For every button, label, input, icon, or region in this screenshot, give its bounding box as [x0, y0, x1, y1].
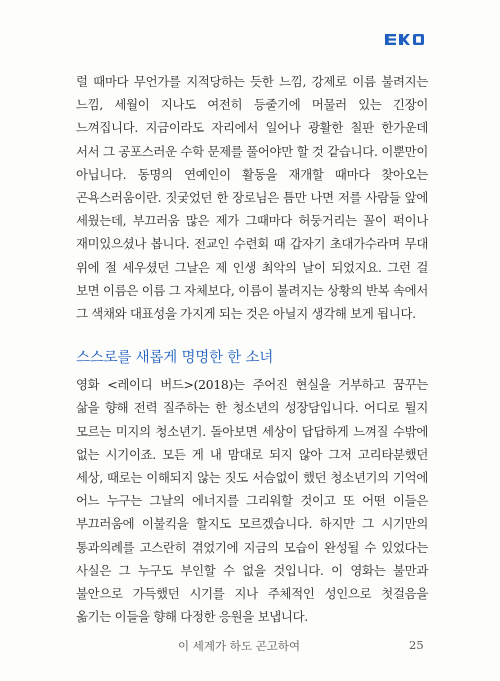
running-title: 이 세계가 하도 곤고하여 [178, 639, 301, 653]
page-number: 25 [409, 638, 424, 652]
logo-letter-e [385, 34, 396, 45]
publisher-logo [385, 34, 424, 45]
logo-letter-k [399, 34, 410, 45]
body-paragraph-2: 영화 <레이디 버드>(2018)는 주어진 현실을 거부하고 꿈꾸는 삶을 향해 전력 질주하는 한 청소년의 성장담입니다. 어디로 튈지 모르는 미지의 청소년기. 돌아보면 세상이 답답하게 느껴질 수밖에 없는 시기이죠. 모든 게 내 맘대로 되지 않아 그저 고리타분했던 세상, 때로는 이해되지 않는 짓도 서슴없이 했던 청소년기의 기억에 어느 누구는 그날의 에너지를 그리워할 것이고 또 어떤 이들은 부끄러움에 이불킥을 할지도 모르겠습니다. 하지만 그 시기만의 통과의례를 고스란히 겪었기에 지금의 모습이 완성될 수 있었다는 사실은 그 누구도 부인할 수 없을 것입니다. 이 영화는 불만과 불안으로 가득했던 시기를 지나 주체적인 성인으로 첫걸음을 옮기는 이들을 향해 다정한 응원을 보냅니다. [76, 377, 428, 625]
logo-letter-o [413, 34, 424, 45]
page-body [76, 70, 428, 628]
body-paragraph-1: 럴 때마다 무언가를 지적당하는 듯한 느낌, 강제로 이름 불려지는 느낌, 세월이 지나도 여전히 등줄기에 머물러 있는 긴장이 느껴집니다. 지금이라도 자리에서 일어나 광활한 칠판 한가운데 서서 그 공포스러운 수학 문제를 풀어야만 할 것 같습니다. 이뿐만이 아닙니다. 동명의 연예인이 활동을 재개할 때마다 찾아오는 곤욕스러움이란. 짓궂었던 한 장로님은 틈만 나면 저를 사람들 앞에 세웠는데, 부끄러움 많은 제가 그때마다 허둥거리는 꼴이 퍽이나 재미있으셨나 봅니다. 전교인 수련회 때 갑자기 초대가수라며 무대 위에 절 세우셨던 그날은 제 인생 최악의 날이 되었지요. 그런 걸 보면 이름은 이름 그 자체보다, 이름이 불려지는 상황의 반복 속에서 그 색채와 대표성을 가지게 되는 것은 아닐지 생각해 보게 됩니다. [76, 74, 428, 322]
section-heading: 스스로를 새롭게 명명한 한 소녀 [76, 350, 274, 367]
